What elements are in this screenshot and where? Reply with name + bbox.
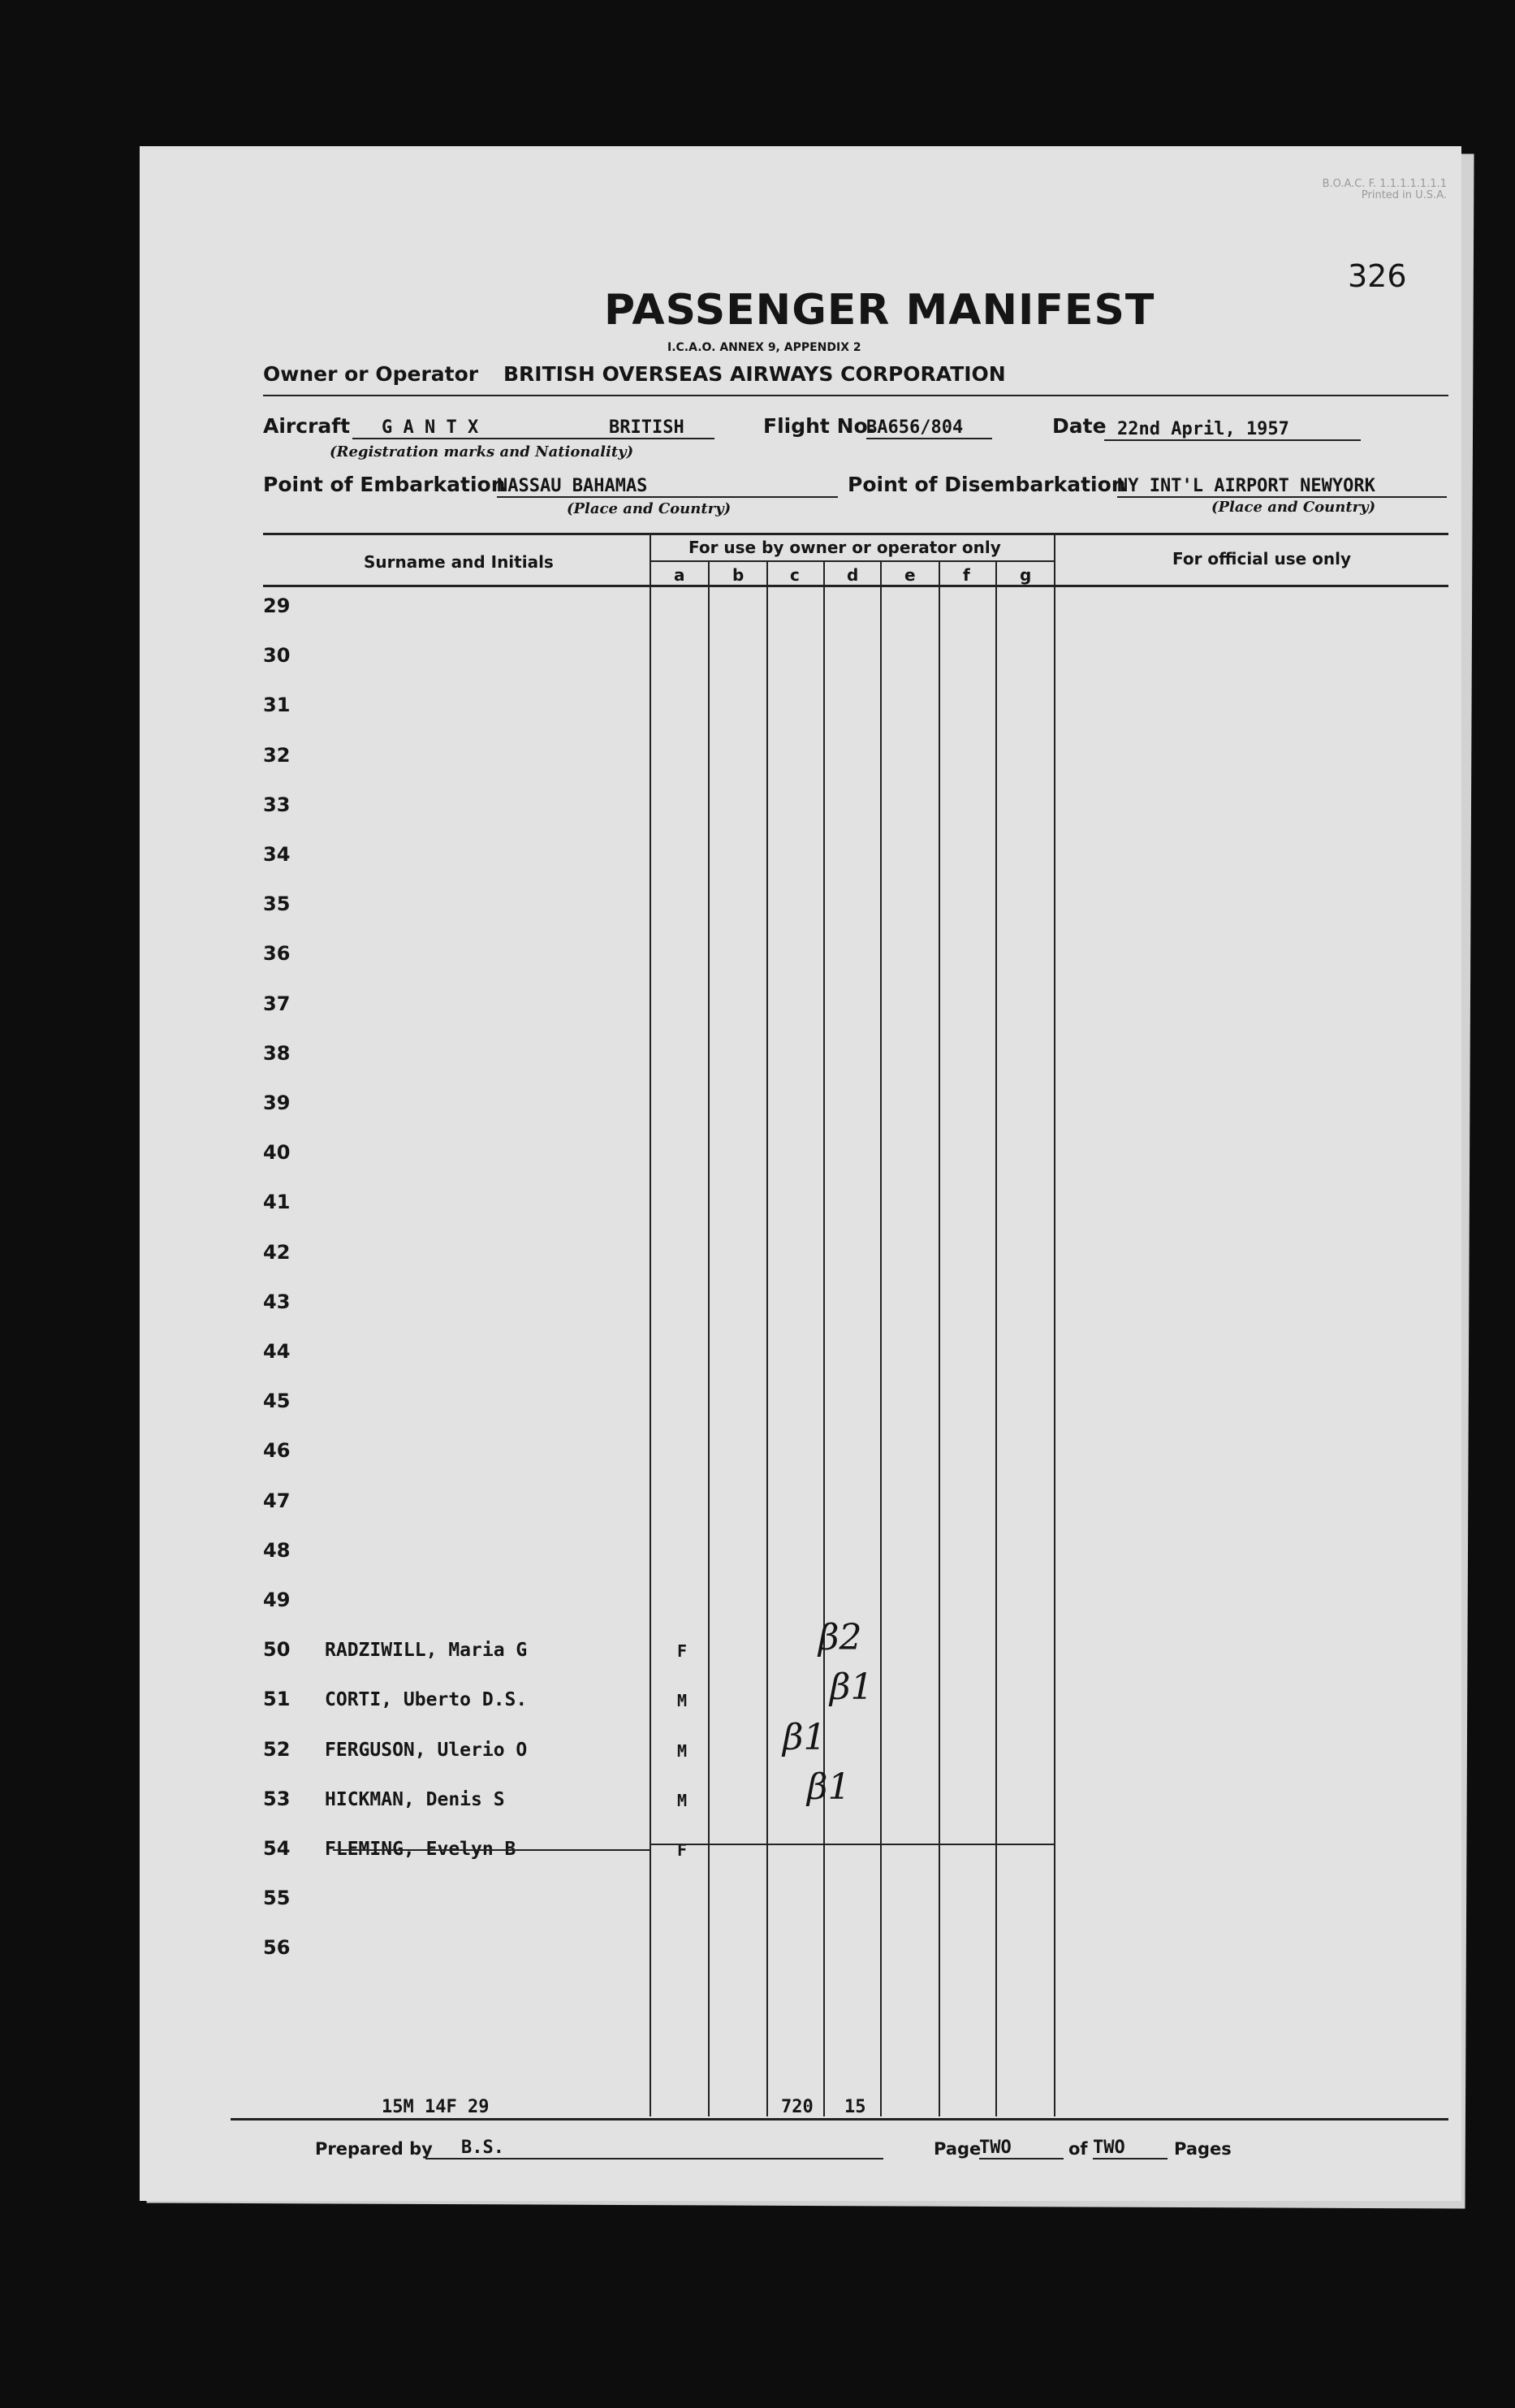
- date-value: 22nd April, 1957: [1104, 419, 1361, 441]
- corner-stamp-line-2: Printed in U.S.A.: [1361, 189, 1447, 201]
- registration-value: G A N T X: [352, 417, 593, 439]
- row-54-cross-rule: [650, 1844, 1055, 1845]
- row-number: 33: [263, 793, 291, 816]
- row-number: 31: [263, 694, 291, 716]
- page-label: Page: [934, 2139, 982, 2159]
- pages-label: Pages: [1174, 2139, 1232, 2159]
- owner-value: BRITISH OVERSEAS AIRWAYS CORPORATION: [503, 362, 1006, 386]
- row-number: 36: [263, 942, 291, 965]
- passenger-name: RADZIWILL, Maria G: [325, 1640, 528, 1661]
- row-54-strikethrough: [333, 1849, 650, 1851]
- prepared-label: Prepared by: [315, 2139, 433, 2159]
- manifest-sheet: [140, 146, 1461, 2201]
- col-a-header: a: [674, 565, 685, 585]
- passenger-name: CORTI, Uberto D.S.: [325, 1689, 528, 1710]
- handwritten-seat-code: β1: [807, 1766, 851, 1808]
- row-number: 40: [263, 1141, 291, 1164]
- handwritten-seat-code: β1: [830, 1667, 874, 1708]
- embarkation-note: (Place and Country): [567, 500, 732, 517]
- of-label: of: [1068, 2139, 1088, 2159]
- col-d-header: d: [847, 565, 859, 585]
- col-divider-a: [650, 533, 651, 2116]
- col-divider-g: [995, 560, 997, 2116]
- table-top-rule: [263, 533, 1448, 535]
- col-divider-d: [823, 560, 825, 2116]
- operator-header-rule: [650, 560, 1055, 562]
- row-number: 38: [263, 1042, 291, 1065]
- row-number: 29: [263, 594, 291, 617]
- sex-mark: M: [677, 1741, 688, 1761]
- disembarkation-label: Point of Disembarkation: [848, 473, 1126, 496]
- page-subtitle: I.C.A.O. ANNEX 9, APPENDIX 2: [667, 341, 861, 354]
- sex-mark: M: [677, 1791, 688, 1810]
- page-title: PASSENGER MANIFEST: [604, 286, 1155, 335]
- owner-rule: [263, 395, 1448, 396]
- disembarkation-note: (Place and Country): [1211, 499, 1376, 516]
- aircraft-note: (Registration marks and Nationality): [330, 443, 634, 460]
- col-divider-c: [766, 560, 768, 2116]
- corner-stamp: [1260, 179, 1447, 201]
- official-header: For official use only: [1172, 549, 1352, 568]
- sex-mark: F: [677, 1840, 688, 1860]
- col-divider-b: [708, 560, 710, 2116]
- nationality-value: BRITISH: [593, 417, 714, 439]
- handwritten-seat-code: β1: [783, 1717, 827, 1758]
- row-number: 54: [263, 1837, 291, 1860]
- row-number: 49: [263, 1589, 291, 1611]
- row-number: 45: [263, 1390, 291, 1412]
- totals-col-c: 720: [781, 2097, 814, 2117]
- page-value: TWO: [979, 2138, 1064, 2159]
- owner-label: Owner or Operator: [263, 362, 479, 386]
- date-label: Date: [1052, 414, 1107, 438]
- passenger-name: HICKMAN, Denis S: [325, 1789, 505, 1810]
- row-number: 52: [263, 1738, 291, 1761]
- aircraft-label: Aircraft: [263, 414, 351, 438]
- row-number: 53: [263, 1788, 291, 1810]
- passenger-name: FERGUSON, Ulerio O: [325, 1740, 528, 1761]
- prepared-value: B.S.: [425, 2138, 883, 2159]
- col-e-header: e: [904, 565, 916, 585]
- handwritten-seat-code: β2: [818, 1617, 862, 1658]
- sex-mark: M: [677, 1691, 688, 1710]
- totals-col-d: 15: [844, 2097, 866, 2117]
- row-number: 48: [263, 1539, 291, 1562]
- col-c-header: c: [790, 565, 800, 585]
- row-number: 51: [263, 1688, 291, 1710]
- page-number: 326: [1348, 258, 1407, 294]
- row-number: 39: [263, 1092, 291, 1114]
- row-number: 47: [263, 1489, 291, 1512]
- sex-mark: F: [677, 1641, 688, 1661]
- totals-sex: 15M 14F 29: [382, 2097, 490, 2117]
- row-number: 37: [263, 992, 291, 1015]
- col-b-header: b: [732, 565, 745, 585]
- embarkation-label: Point of Embarkation: [263, 473, 506, 496]
- disembarkation-value: NY INT'L AIRPORT NEWYORK: [1117, 476, 1447, 498]
- operator-header: For use by owner or operator only: [688, 538, 1001, 557]
- row-number: 32: [263, 744, 291, 767]
- row-number: 41: [263, 1191, 291, 1213]
- table-header-rule: [263, 585, 1448, 587]
- row-number: 35: [263, 893, 291, 915]
- row-number: 30: [263, 644, 291, 667]
- flight-value: BA656/804: [866, 417, 992, 439]
- row-number: 56: [263, 1936, 291, 1959]
- row-number: 46: [263, 1439, 291, 1462]
- row-number: 55: [263, 1887, 291, 1909]
- totals-rule: [231, 2118, 1448, 2121]
- row-number: 44: [263, 1340, 291, 1363]
- col-divider-e: [880, 560, 882, 2116]
- embarkation-value: NASSAU BAHAMAS: [497, 476, 838, 498]
- col-g-header: g: [1020, 565, 1032, 585]
- col-f-header: f: [963, 565, 970, 585]
- row-number: 43: [263, 1290, 291, 1313]
- col-divider-f: [939, 560, 940, 2116]
- row-number: 34: [263, 843, 291, 866]
- row-number: 42: [263, 1241, 291, 1264]
- passenger-name: FLEMING, Evelyn B: [325, 1839, 516, 1860]
- corner-stamp-line-1: B.O.A.C. F. 1.1.1.1.1.1.1: [1322, 178, 1447, 190]
- flight-label: Flight No.: [763, 414, 876, 438]
- surname-header: Surname and Initials: [364, 552, 554, 572]
- row-number: 50: [263, 1638, 291, 1661]
- col-divider-official: [1054, 533, 1055, 2116]
- of-value: TWO: [1093, 2138, 1168, 2159]
